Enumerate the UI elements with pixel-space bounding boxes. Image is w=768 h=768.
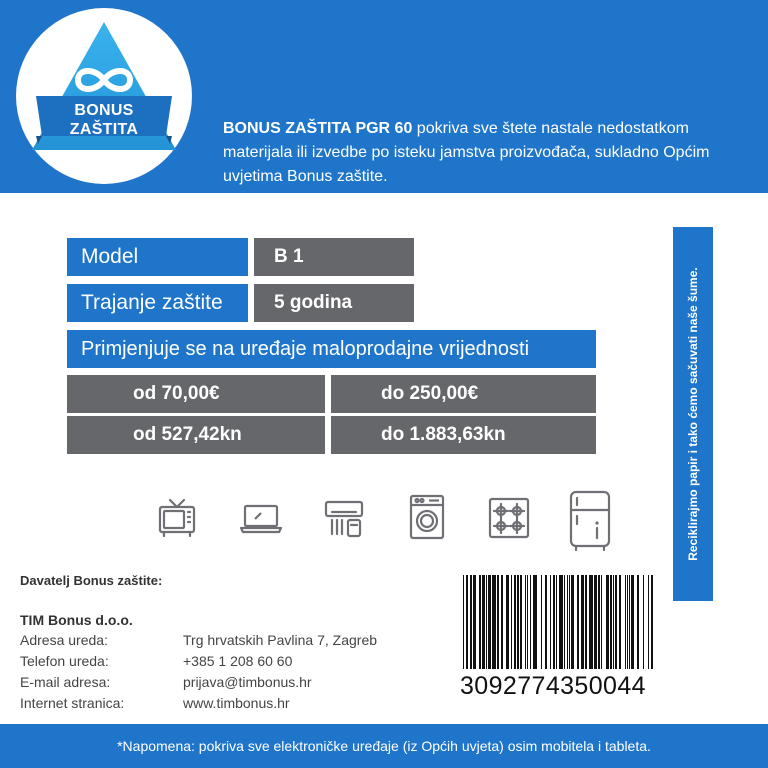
barcode-bar [610, 575, 612, 669]
info-label: Adresa ureda: [20, 632, 108, 648]
barcode-bar [520, 575, 522, 669]
barcode-bar [497, 575, 499, 669]
barcode-bar [486, 575, 487, 669]
barcode-bar [651, 575, 653, 669]
model-label: Model [67, 238, 248, 276]
barcode-bar [577, 575, 579, 669]
barcode-bar [479, 575, 481, 669]
info-label: E-mail adresa: [20, 674, 111, 690]
barcode-bar [594, 575, 597, 669]
barcode-bar [492, 575, 496, 669]
barcode-bar [601, 575, 602, 669]
refrigerator-icon [568, 490, 612, 552]
barcode-bar [648, 575, 649, 669]
applies-label: Primjenjuje se na uređaje maloprodajne vrijednosti [67, 330, 596, 368]
barcode-bar [501, 575, 503, 669]
kn-from: od 527,42kn [67, 416, 325, 454]
cooktop-icon [488, 497, 530, 539]
header-banner [0, 0, 768, 193]
info-label: Internet stranica: [20, 695, 125, 711]
barcode-number: 3092774350044 [460, 672, 646, 700]
barcode-bar [556, 575, 557, 669]
barcode-bar [514, 575, 516, 669]
barcode-bar [545, 575, 547, 669]
barcode-bar [613, 575, 614, 669]
barcode-bar [567, 575, 568, 669]
barcode-bar [598, 575, 600, 669]
barcode-bar [525, 575, 526, 669]
barcode-bar [564, 575, 565, 669]
eur-from: od 70,00€ [67, 375, 325, 413]
laptop-icon [239, 504, 283, 534]
air-conditioner-icon [324, 500, 364, 538]
barcode-bar [631, 575, 634, 669]
barcode-bar [553, 575, 555, 669]
info-label: Telefon ureda: [20, 653, 109, 669]
barcode-bar [619, 575, 621, 669]
duration-value: 5 godina [254, 284, 414, 322]
barcode-bar [643, 575, 644, 669]
barcode-bar [627, 575, 628, 669]
info-value: +385 1 208 60 60 [183, 653, 293, 669]
recycle-note-text: Reciklirajmo papir i tako ćemo sačuvati naše šume. [686, 267, 700, 561]
barcode-bar [606, 575, 609, 669]
barcode-bar [559, 575, 563, 669]
barcode-bar [615, 575, 617, 669]
barcode-bar [517, 575, 519, 669]
barcode-bar [569, 575, 570, 669]
barcode-bar [541, 575, 542, 669]
barcode-bar [463, 575, 464, 669]
barcode-bar [506, 575, 509, 669]
barcode-bar [571, 575, 574, 669]
washing-machine-icon [409, 494, 445, 540]
info-value: prijava@timbonus.hr [183, 674, 312, 690]
barcode-bar [466, 575, 468, 669]
barcode-bar [533, 575, 537, 669]
logo-text-zastita: ZAŠTITA [69, 121, 139, 138]
barcode-bar [625, 575, 626, 669]
recycle-note-bar [673, 227, 713, 601]
barcode-bar [530, 575, 531, 669]
barcode-bar [488, 575, 491, 669]
tv-icon [158, 498, 196, 538]
company-name: TIM Bonus d.o.o. [20, 612, 133, 628]
barcode-bar [473, 575, 476, 669]
barcode-bar [511, 575, 512, 669]
info-value: www.timbonus.hr [183, 695, 290, 711]
logo-text-bonus: BONUS [74, 102, 134, 119]
eur-to: do 250,00€ [331, 375, 596, 413]
provider-title: Davatelj Bonus zaštite: [20, 573, 163, 588]
bonus-zastita-logo [16, 8, 192, 184]
barcode-bar [581, 575, 584, 669]
barcode-bar [637, 575, 639, 669]
barcode-bar [482, 575, 485, 669]
barcode-bar [585, 575, 587, 669]
header-description [223, 117, 743, 189]
header-product-name: BONUS ZAŠTITA PGR 60 [223, 120, 413, 137]
header-description-text: pokriva sve štete nastale nedostatkom materijala ili izvedbe po isteku jamstva proizvođača, sukladno Općim uvjetima Bonus zaštite. [223, 120, 710, 185]
barcode [463, 575, 653, 669]
kn-to: do 1.883,63kn [331, 416, 596, 454]
footer-note: *Napomena: pokriva sve elektroničke uređaje (iz Općih uvjeta) osim mobitela i tableta. [0, 724, 768, 768]
barcode-bar [527, 575, 528, 669]
model-value: B 1 [254, 238, 414, 276]
info-value: Trg hrvatskih Pavlina 7, Zagreb [183, 632, 378, 648]
barcode-bar [550, 575, 551, 669]
duration-label: Trajanje zaštite [67, 284, 248, 322]
barcode-bar [470, 575, 472, 669]
barcode-bar [589, 575, 593, 669]
barcode-bar [629, 575, 630, 669]
